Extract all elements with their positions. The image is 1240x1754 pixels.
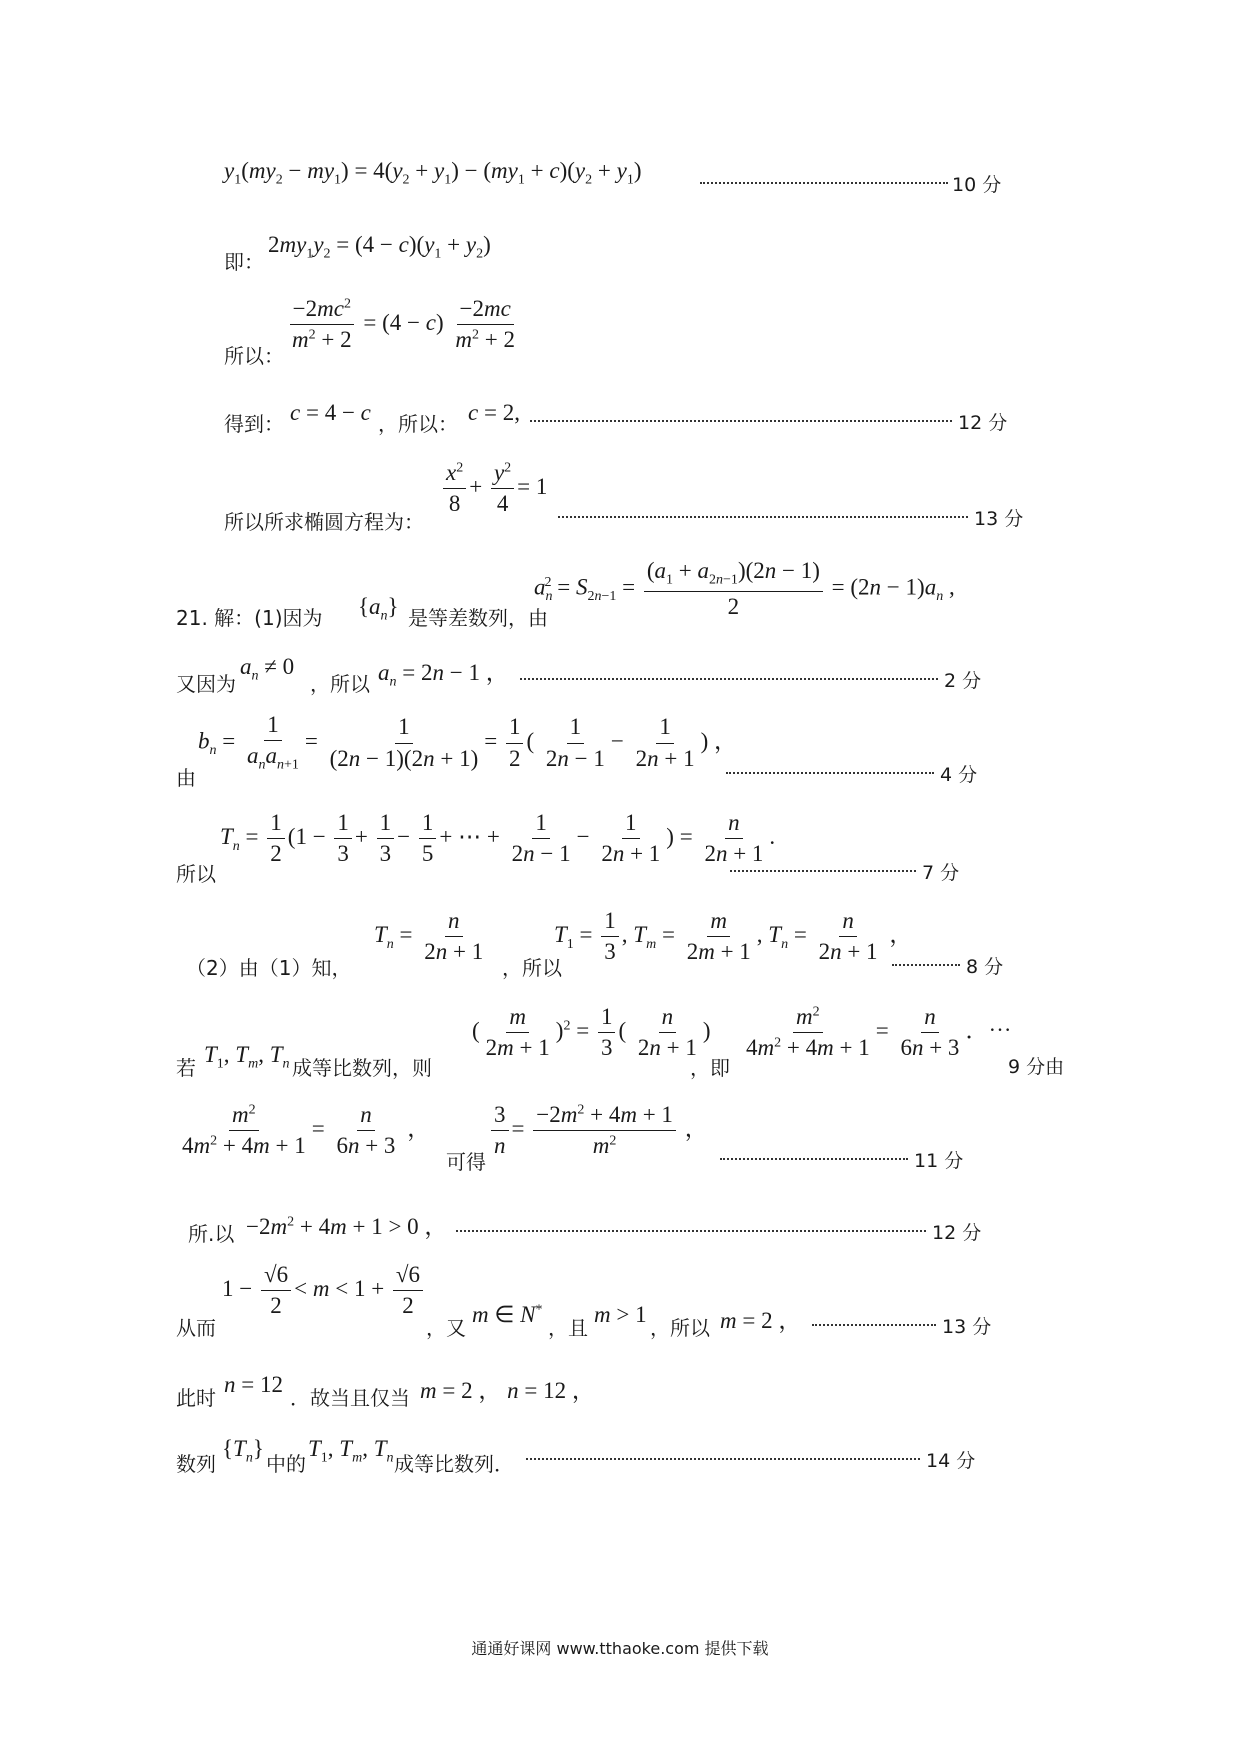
- label-text: 中的: [266, 1452, 306, 1476]
- equation: $\frac{m^2}{4m^2 + 4m + 1}$ = $\frac{n}{6n + 3}$ ．⋯: [746, 1004, 1012, 1061]
- label-text: 是等差数列，由: [408, 606, 548, 630]
- label-text: 所以所求椭圆方程为：: [224, 510, 424, 534]
- label-text: 此时: [176, 1386, 216, 1410]
- label-text: ，且: [548, 1316, 588, 1340]
- equation: 1 − $\frac{√6}{2}$ < m < 1 + $\frac{√6}{2}$: [222, 1262, 426, 1320]
- dot-leader: [700, 182, 948, 184]
- question-label: 21. 解：(1)因为: [176, 606, 323, 630]
- score-label: 13 分: [974, 508, 1024, 530]
- equation: c = 2,: [468, 400, 520, 425]
- equation: $a_n^2 = S_{2n-1}$ = $\frac{(a_1 + a_{2n-1})(2n - 1)}{2}$ = $(2n - 1)a_n$ ,: [534, 558, 955, 619]
- derivation-line-16: [0, 1428, 1240, 1488]
- label-text: 数列: [176, 1452, 216, 1476]
- derivation-line-6: [0, 558, 1240, 634]
- derivation-line-8: [0, 712, 1240, 790]
- equation: $\frac{x^2}{8}$ + $\frac{y^2}{4}$ = 1: [440, 460, 547, 518]
- label-text: 得到：: [224, 412, 284, 436]
- score-label: 9 分由: [1008, 1056, 1065, 1078]
- score-label: 14 分: [926, 1450, 976, 1472]
- equation: m ∈ N*: [472, 1302, 543, 1327]
- equation: $a_n = 2n - 1$ ，: [378, 660, 509, 690]
- equation: $T_1$ = $\frac{1}{3}$ , $T_m$ = $\frac{m}{2m + 1}$ , $T_n$ = $\frac{n}{2n + 1}$ ，: [554, 908, 913, 965]
- equation: $T_n$ = $\frac{1}{2}$ (1 − $\frac{1}{3}$ + $\frac{1}{3}$ − $\frac{1}{5}$ + ⋯ + $\frac{1}{2n - 1}$ − $\frac{1}{2n + 1}$ ) = $\frac{n}{2n + 1}$ .: [220, 810, 776, 867]
- equation: $\{T_n\}$: [222, 1436, 264, 1466]
- label-text: 成等比数列．: [394, 1452, 514, 1476]
- derivation-line-13: [0, 1200, 1240, 1260]
- derivation-line-11: [0, 1004, 1240, 1082]
- label-text: 成等比数列，则: [292, 1056, 432, 1080]
- equation: $T_n$ = $\frac{n}{2n + 1}$: [374, 908, 484, 965]
- derivation-line-10: [0, 908, 1240, 986]
- dot-leader: [526, 1458, 920, 1460]
- label-text: ，即: [690, 1056, 730, 1080]
- equation: $y_1(my_2 - my_1) = 4(y_2 + y_1) - (my_1 + c)(y_2 + y_1)$: [224, 158, 642, 188]
- derivation-line-5: [0, 460, 1240, 540]
- score-label: 13 分: [942, 1316, 992, 1338]
- equation: $\{a_n\}$: [358, 594, 399, 624]
- score-label: 12 分: [958, 412, 1008, 434]
- equation: m = 2 ， n = 12 ，: [420, 1378, 595, 1403]
- equation: $T_1$, $T_m$, $T_n$: [308, 1436, 394, 1466]
- derivation-line-15: [0, 1364, 1240, 1424]
- equation: m = 2 ，: [720, 1308, 802, 1333]
- derivation-line-1: [0, 150, 1240, 210]
- equation: $T_1$, $T_m$, $T_n$: [204, 1042, 290, 1072]
- label-text: 即：: [224, 250, 264, 274]
- label-text: 所以: [176, 862, 216, 886]
- derivation-line-3: [0, 296, 1240, 370]
- dot-leader: [558, 516, 968, 518]
- dot-leader: [812, 1324, 936, 1326]
- equation: $2my_1y_2 = (4 - c)(y_1 + y_2)$: [268, 232, 491, 262]
- derivation-line-14: [0, 1262, 1240, 1342]
- derivation-line-2: [0, 224, 1240, 284]
- score-label: 12 分: [932, 1222, 982, 1244]
- dot-leader: [520, 678, 938, 680]
- equation: m > 1: [594, 1302, 647, 1327]
- score-label: 10 分: [952, 174, 1002, 196]
- equation: $\frac{3}{n}$ = $\frac{-2m^2 + 4m + 1}{m^2}$ ，: [488, 1102, 708, 1160]
- score-label: 4 分: [940, 764, 978, 786]
- label-text: ，所以: [310, 672, 370, 696]
- score-label: 8 分: [966, 956, 1004, 978]
- label-text: 从而: [176, 1316, 216, 1340]
- label-text: ，所以: [502, 956, 562, 980]
- label-text: ．故当且仅当: [290, 1386, 410, 1410]
- label-text: 又因为: [176, 672, 236, 696]
- dot-leader: [720, 1158, 908, 1160]
- dot-leader: [726, 772, 934, 774]
- derivation-line-12: [0, 1102, 1240, 1180]
- label-text: ，所以: [650, 1316, 710, 1340]
- equation: $a_n \ne 0$: [240, 654, 295, 684]
- score-label: 2 分: [944, 670, 982, 692]
- equation: c = 4 − c: [290, 400, 371, 425]
- dot-leader: [730, 870, 916, 872]
- dot-leader: [892, 964, 960, 966]
- label-text: （2）由（1）知，: [186, 956, 352, 980]
- equation: n = 12: [224, 1372, 283, 1397]
- derivation-line-4: [0, 396, 1240, 456]
- label-text: 所.以: [188, 1222, 235, 1246]
- score-label: 11 分: [914, 1150, 964, 1172]
- derivation-line-9: [0, 810, 1240, 888]
- equation: $-2m^2 + 4m + 1 > 0$ ，: [246, 1214, 448, 1239]
- dot-leader: [530, 420, 952, 422]
- page-footer: 通通好课网 www.tthaoke.com 提供下载: [471, 1639, 769, 1658]
- equation: $\frac{m^2}{4m^2 + 4m + 1}$ = $\frac{n}{6n + 3}$ ，: [182, 1102, 431, 1159]
- equation: ( $\frac{m}{2m + 1}$ )$^2$ = $\frac{1}{3}$ ( $\frac{n}{2n + 1}$ ): [472, 1004, 711, 1061]
- equation: $\frac{-2mc^2}{m^2 + 2}$ = (4 − c) $\frac{-2mc}{m^2 + 2}$: [286, 296, 521, 354]
- dot-leader: [456, 1230, 926, 1232]
- label-text: ，又: [426, 1316, 466, 1340]
- derivation-line-7: [0, 650, 1240, 710]
- label-text: 所以：: [224, 344, 284, 368]
- equation: $b_n$ = $\frac{1}{a_na_{n+1}}$ = $\frac{1}{(2n - 1)(2n + 1)}$ = $\frac{1}{2}$ ( $\frac{1}{2n - 1}$ − $\frac{1}{2n + 1}$ ) ，: [198, 712, 738, 774]
- label-text: 由: [176, 766, 196, 790]
- label-text: 若: [176, 1056, 196, 1080]
- label-text: 可得: [446, 1150, 486, 1174]
- label-text: ，所以：: [378, 412, 458, 436]
- score-label: 7 分: [922, 862, 960, 884]
